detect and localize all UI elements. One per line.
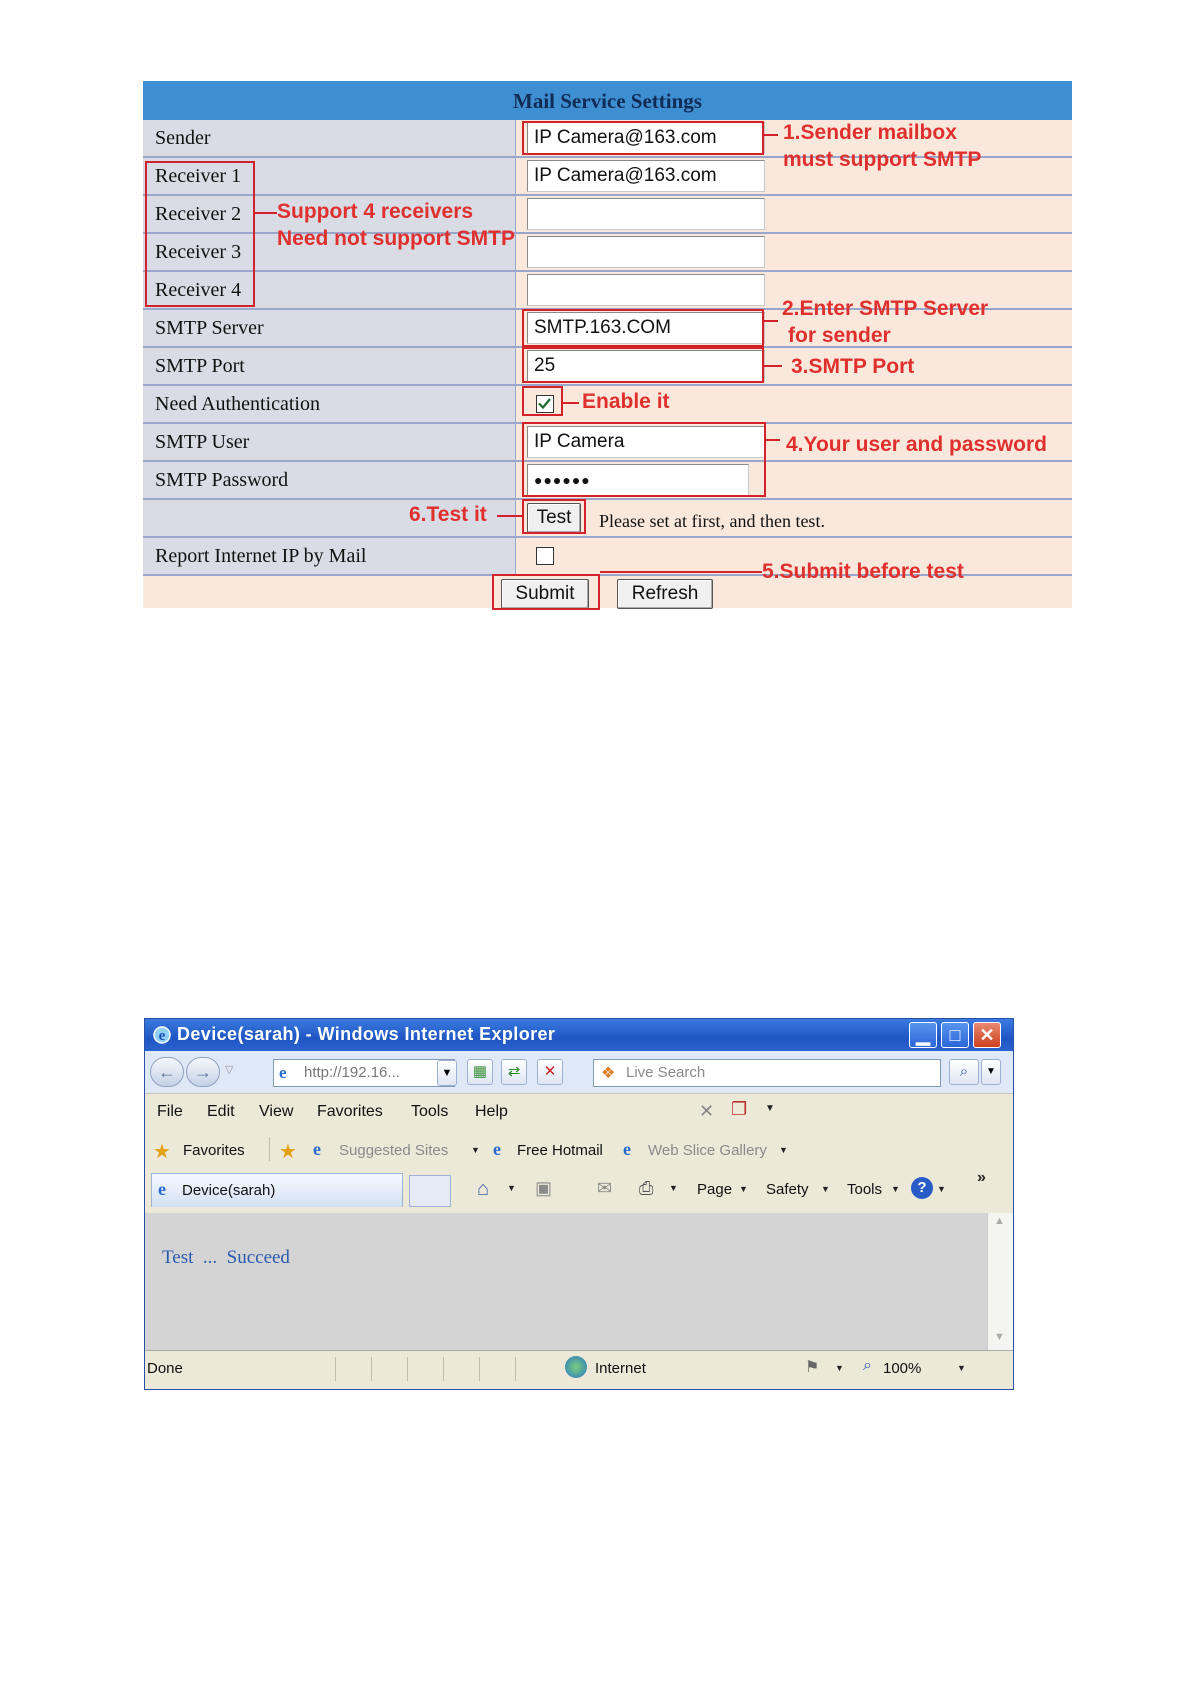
zoom-level[interactable]: 100% xyxy=(883,1360,922,1377)
annotation-2-line2: for sender xyxy=(788,324,891,347)
suggested-sites-icon: e xyxy=(313,1139,321,1159)
home-icon[interactable]: ⌂ xyxy=(477,1178,490,1200)
smtp-server-highlight-box xyxy=(522,309,764,347)
annotation-3: 3.SMTP Port xyxy=(791,355,915,378)
receiver-2-label: Receiver 2 xyxy=(155,203,242,225)
mail-service-settings-panel xyxy=(143,81,1072,608)
forward-button[interactable] xyxy=(186,1057,220,1087)
menu-edit[interactable]: Edit xyxy=(207,1103,235,1120)
receiver-3-label: Receiver 3 xyxy=(155,241,242,263)
chevron-down-icon[interactable]: ▼ xyxy=(507,1183,516,1193)
sender-label: Sender xyxy=(155,127,211,149)
chevron-down-icon[interactable]: ▼ xyxy=(957,1363,966,1373)
favorites-star-icon: ★ xyxy=(153,1141,171,1163)
report-ip-checkbox[interactable] xyxy=(536,547,554,565)
menu-file[interactable]: File xyxy=(157,1103,183,1120)
stop-icon: ✕ xyxy=(543,1063,557,1080)
internet-zone-icon xyxy=(565,1356,587,1378)
menu-tools[interactable]: Tools xyxy=(411,1103,449,1120)
receiver-4-input[interactable] xyxy=(527,274,765,306)
protected-mode-icon[interactable]: ⚑ xyxy=(805,1359,820,1376)
search-options-button[interactable] xyxy=(981,1059,1001,1085)
annotation-receivers-line2: Need not support SMTP xyxy=(277,227,515,250)
annotation-4: 4.Your user and password xyxy=(786,433,1048,456)
tools-menu[interactable]: Tools xyxy=(847,1181,883,1198)
status-bar xyxy=(145,1350,1013,1387)
chevron-down-icon[interactable]: ▼ xyxy=(765,1103,775,1114)
annotation-5: 5.Submit before test xyxy=(762,560,964,583)
smtp-port-input[interactable]: 25 xyxy=(527,350,765,382)
favorites-button[interactable]: Favorites xyxy=(183,1142,245,1159)
refresh-button[interactable]: Refresh xyxy=(617,579,713,609)
minimize-button[interactable] xyxy=(909,1022,937,1048)
smtp-server-label: SMTP Server xyxy=(155,317,264,339)
chevron-down-icon: ▼ xyxy=(441,1067,453,1079)
chevron-down-icon[interactable]: ▼ xyxy=(739,1184,748,1194)
title-bar xyxy=(145,1019,1013,1051)
back-arrow-icon: ← xyxy=(158,1062,176,1082)
hotmail-icon: e xyxy=(493,1139,501,1159)
smtp-password-input[interactable]: ●●●●●● xyxy=(527,464,749,496)
window-title: Device(sarah) - Windows Internet Explorer xyxy=(177,1024,556,1044)
test-note: Please set at first, and then test. xyxy=(599,511,825,531)
maximize-icon: □ xyxy=(949,1025,961,1045)
test-button[interactable]: Test xyxy=(527,503,581,533)
row-test xyxy=(143,500,1072,538)
smtp-server-input[interactable]: SMTP.163.COM xyxy=(527,312,765,344)
zoom-icon: ⌕ xyxy=(863,1357,872,1374)
address-toolbar xyxy=(145,1051,1013,1093)
smtp-port-label: SMTP Port xyxy=(155,355,245,377)
favorites-bar xyxy=(145,1131,1013,1169)
chevron-down-icon[interactable]: ▼ xyxy=(471,1145,480,1155)
scroll-up-icon[interactable]: ▲ xyxy=(994,1215,1005,1227)
page-content xyxy=(145,1213,987,1350)
new-tab-button[interactable] xyxy=(409,1175,451,1207)
annotation-1-line2: must support SMTP xyxy=(783,148,982,171)
annotation-1-line1: 1.Sender mailbox xyxy=(783,121,957,144)
ie-logo-icon xyxy=(151,1024,173,1046)
smtp-port-highlight-box xyxy=(522,347,764,383)
receiver-2-input[interactable] xyxy=(527,198,765,230)
search-input[interactable]: Live Search xyxy=(593,1059,941,1087)
close-button[interactable] xyxy=(973,1022,1001,1048)
translate-icon[interactable]: ❐ xyxy=(731,1099,748,1119)
maximize-button[interactable] xyxy=(941,1022,969,1048)
chevron-more-icon[interactable]: » xyxy=(977,1169,986,1186)
submit-button[interactable]: Submit xyxy=(501,579,589,609)
test-highlight-box xyxy=(522,499,586,534)
authentication-highlight-box xyxy=(522,386,563,416)
add-favorite-icon[interactable]: ★ xyxy=(279,1141,297,1163)
test-result-text: Test ... Succeed xyxy=(162,1247,290,1268)
smtp-user-input[interactable]: IP Camera xyxy=(527,426,765,458)
back-button[interactable] xyxy=(150,1057,184,1087)
smtp-password-label: SMTP Password xyxy=(155,469,289,491)
smtp-user-label: SMTP User xyxy=(155,431,250,453)
report-ip-label: Report Internet IP by Mail xyxy=(155,545,367,567)
compatibility-view-button[interactable] xyxy=(467,1059,493,1085)
panel-title: Mail Service Settings xyxy=(143,81,1072,120)
annotation-2-line1: 2.Enter SMTP Server xyxy=(782,297,989,320)
chevron-down-icon[interactable]: ▼ xyxy=(821,1184,830,1194)
safety-menu[interactable]: Safety xyxy=(766,1181,809,1198)
receiver-1-input[interactable]: IP Camera@163.com xyxy=(527,160,765,192)
receiver-4-label: Receiver 4 xyxy=(155,279,242,301)
refresh-icon: ⇄ xyxy=(507,1063,521,1080)
status-text: Done xyxy=(147,1360,183,1377)
chevron-down-icon[interactable]: ▼ xyxy=(779,1145,788,1155)
receiver-1-label: Receiver 1 xyxy=(155,165,242,187)
live-search-icon: ❖ xyxy=(601,1065,616,1082)
user-password-highlight-box xyxy=(522,422,766,497)
menu-bar xyxy=(145,1093,1013,1132)
menu-favorites[interactable]: Favorites xyxy=(317,1103,383,1120)
svg-text:e: e xyxy=(158,1028,166,1044)
tab-page-icon: e xyxy=(158,1179,166,1199)
vertical-scrollbar[interactable] xyxy=(987,1213,1013,1350)
ie-window xyxy=(144,1018,1014,1390)
sender-highlight-box xyxy=(522,121,764,155)
zone-label: Internet xyxy=(595,1360,646,1377)
scroll-down-icon[interactable]: ▼ xyxy=(994,1331,1005,1343)
tab-device-sarah[interactable] xyxy=(151,1173,403,1207)
chevron-down-icon[interactable]: ▼ xyxy=(669,1183,678,1193)
web-slice-gallery-link[interactable]: Web Slice Gallery xyxy=(648,1142,767,1159)
history-dropdown-icon[interactable]: ▽ xyxy=(225,1064,234,1076)
search-button[interactable] xyxy=(949,1059,979,1085)
compatibility-icon: ▦ xyxy=(472,1063,488,1080)
sender-input[interactable]: IP Camera@163.com xyxy=(527,122,765,154)
receivers-highlight-box xyxy=(145,161,255,307)
receiver-3-input[interactable] xyxy=(527,236,765,268)
chevron-down-icon[interactable]: ▼ xyxy=(937,1184,946,1194)
refresh-button-ie[interactable] xyxy=(501,1059,527,1085)
annotation-enable: Enable it xyxy=(582,390,670,413)
search-icon: ⌕ xyxy=(959,1063,969,1080)
menu-view[interactable]: View xyxy=(259,1103,294,1120)
forward-arrow-icon: → xyxy=(194,1062,212,1082)
suggested-sites-link[interactable]: Suggested Sites xyxy=(339,1142,449,1159)
print-icon[interactable]: ⎙ xyxy=(639,1178,654,1198)
web-slice-icon: e xyxy=(623,1139,631,1159)
menu-help[interactable]: Help xyxy=(475,1103,508,1120)
chevron-down-icon: ▼ xyxy=(986,1066,996,1077)
address-input[interactable]: http://192.16... xyxy=(273,1059,455,1087)
page-icon: e xyxy=(279,1063,287,1082)
free-hotmail-link[interactable]: Free Hotmail xyxy=(517,1142,603,1159)
annotation-receivers-line1: Support 4 receivers xyxy=(277,200,474,223)
feeds-icon[interactable]: ▣ xyxy=(535,1178,553,1198)
chevron-down-icon[interactable]: ▼ xyxy=(891,1184,900,1194)
read-mail-icon[interactable]: ✉ xyxy=(597,1178,613,1198)
submit-highlight-box xyxy=(492,574,600,610)
stop-button[interactable] xyxy=(537,1059,563,1085)
chevron-down-icon[interactable]: ▼ xyxy=(835,1363,844,1373)
command-bar xyxy=(145,1169,1013,1213)
close-icon: ✕ xyxy=(979,1025,995,1045)
need-authentication-label: Need Authentication xyxy=(155,393,320,415)
address-dropdown-button[interactable] xyxy=(437,1060,457,1086)
page-menu[interactable]: Page xyxy=(697,1181,733,1198)
help-icon[interactable]: ? xyxy=(911,1177,933,1199)
close-toolbar-icon[interactable]: ✕ xyxy=(699,1101,715,1121)
tab-label: Device(sarah) xyxy=(182,1182,276,1199)
minimize-icon: ▁ xyxy=(916,1025,930,1045)
annotation-6: 6.Test it xyxy=(409,503,487,526)
